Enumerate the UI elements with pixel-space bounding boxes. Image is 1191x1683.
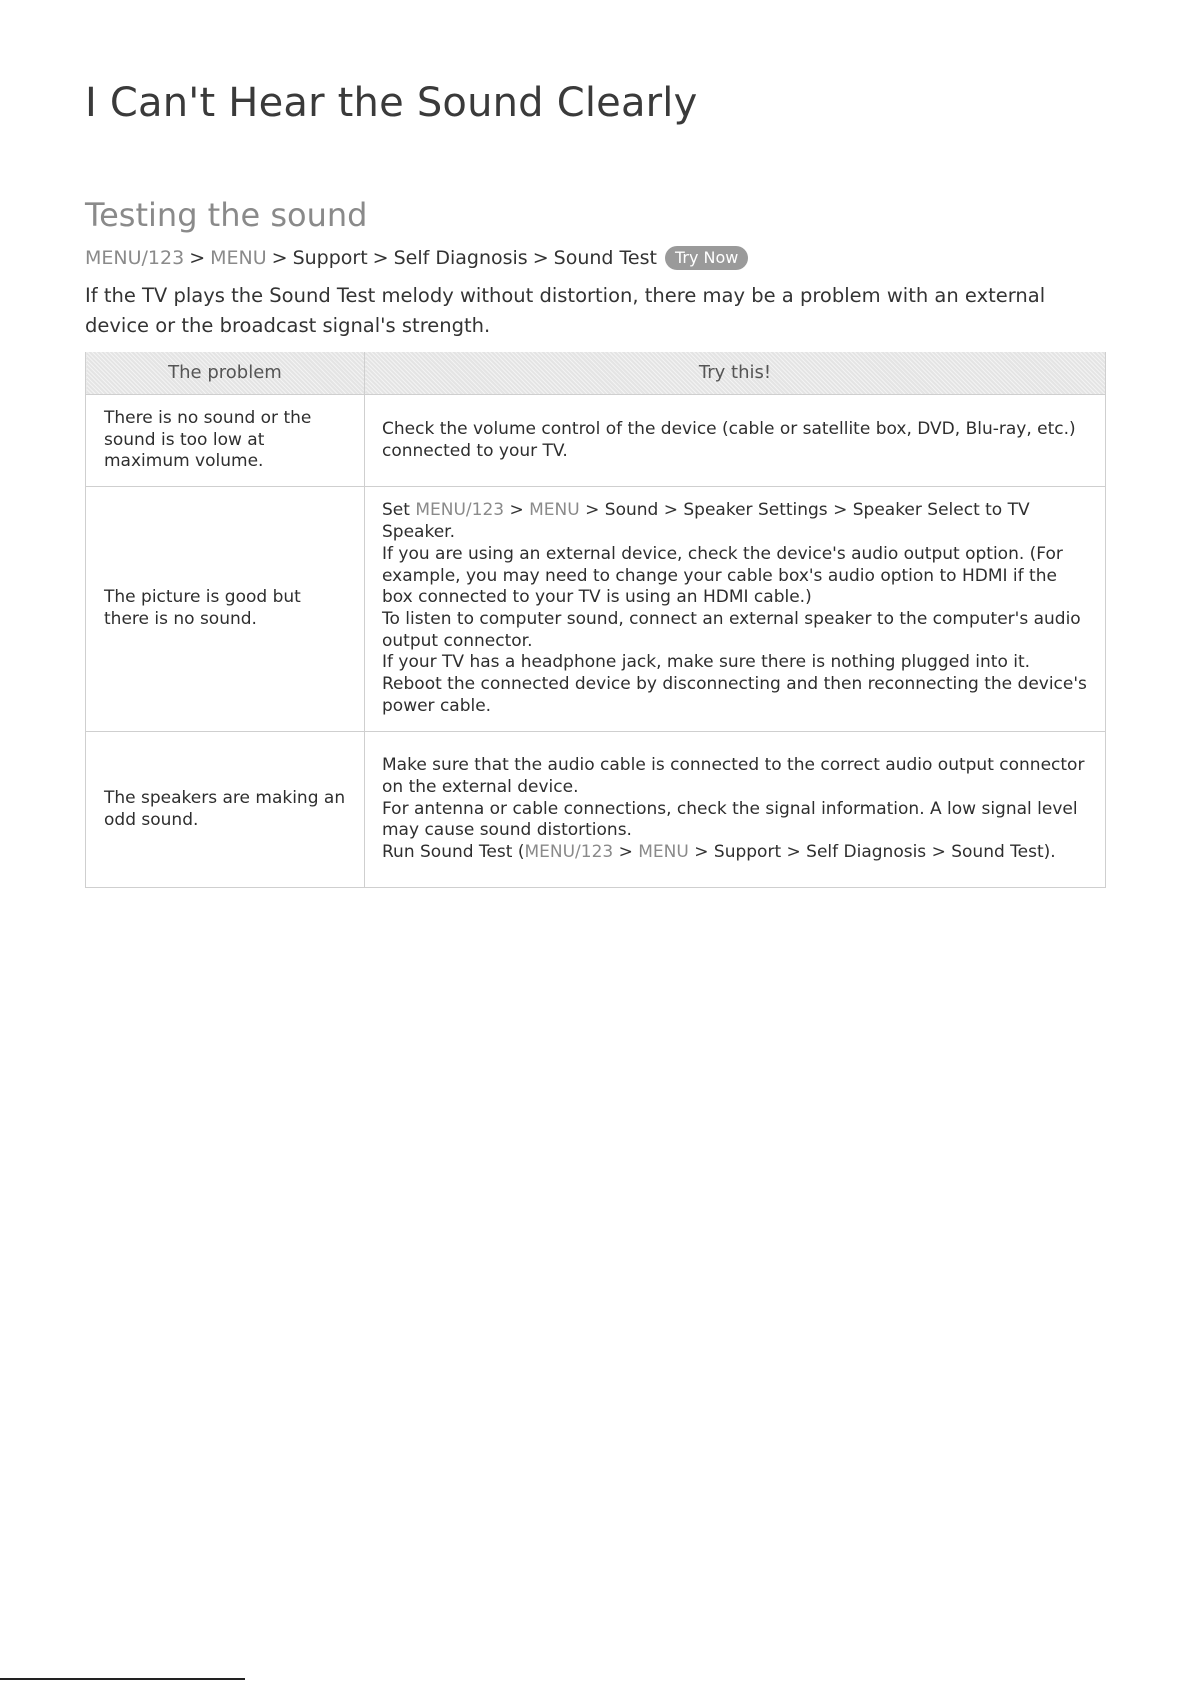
menu-path-item: MENU <box>638 842 689 863</box>
page-title: I Can't Hear the Sound Clearly <box>85 80 698 126</box>
menu-path-item: Speaker Select <box>852 500 980 521</box>
breadcrumb-item-sound-test[interactable]: Sound Test <box>553 247 657 269</box>
path-separator: > <box>585 500 600 521</box>
table-row <box>86 487 1106 732</box>
problem-cell: The picture is good but there is no sound. <box>86 487 365 732</box>
run-prefix: Run Sound Test ( <box>382 842 525 863</box>
section-title: Testing the sound <box>85 196 368 234</box>
path-separator: > <box>833 500 848 521</box>
path-separator: > <box>931 842 946 863</box>
run-suffix: ). <box>1043 842 1056 863</box>
try-now-button[interactable]: Try Now <box>665 246 748 270</box>
solution-cell <box>365 395 1106 487</box>
path-separator: > <box>786 842 801 863</box>
footer-divider <box>0 1678 245 1680</box>
menu-path-item: Sound <box>604 500 659 521</box>
solution-cell <box>365 487 1106 732</box>
menu-path-item: Sound Test <box>951 842 1044 863</box>
solution-text: Make sure that the audio cable is connected to the correct audio output connector on the external device. <box>382 755 1085 797</box>
header-problem: The problem <box>86 352 365 395</box>
solution-text: Reboot the connected device by disconnecting and then reconnecting the device's power cable. <box>382 674 1087 716</box>
breadcrumb-item-support[interactable]: Support <box>292 247 368 269</box>
menu-path-item: MENU/123 <box>415 500 505 521</box>
path-separator: > <box>663 500 678 521</box>
solution-cell <box>365 732 1106 888</box>
table-header-row <box>86 352 1106 395</box>
problem-cell: There is no sound or the sound is too low at maximum volume. <box>86 395 365 487</box>
solution-text: If your TV has a headphone jack, make sure there is nothing plugged into it. <box>382 652 1031 673</box>
set-suffix: to TV Speaker. <box>382 500 1030 543</box>
breadcrumb <box>85 246 748 270</box>
breadcrumb-item-self-diagnosis[interactable]: Self Diagnosis <box>393 247 528 269</box>
solution-text <box>382 842 1093 864</box>
breadcrumb-separator: > <box>271 247 288 269</box>
header-try-this: Try this! <box>365 352 1106 395</box>
breadcrumb-separator: > <box>532 247 549 269</box>
breadcrumb-item-menu123[interactable]: MENU/123 <box>85 247 185 269</box>
path-separator: > <box>694 842 709 863</box>
breadcrumb-separator: > <box>189 247 206 269</box>
table-row <box>86 732 1106 888</box>
breadcrumb-item-menu[interactable]: MENU <box>210 247 267 269</box>
intro-text: If the TV plays the Sound Test melody without distortion, there may be a problem with an external device or the broadcast signal's strength. <box>85 284 1046 337</box>
solution-text: If you are using an external device, check the device's audio output option. (For example, you may need to change your cable box's audio option to HDMI if the box connected to your TV is using an HDMI cable.) <box>382 543 1063 608</box>
set-prefix: Set <box>382 500 410 521</box>
path-separator: > <box>618 842 633 863</box>
table-row <box>86 395 1106 487</box>
breadcrumb-separator: > <box>372 247 389 269</box>
menu-path-item: Speaker Settings <box>683 500 828 521</box>
path-separator: > <box>509 500 524 521</box>
troubleshooting-table <box>85 352 1106 888</box>
solution-text: For antenna or cable connections, check the signal information. A low signal level may cause sound distortions. <box>382 798 1078 841</box>
menu-path-item: Self Diagnosis <box>806 842 927 863</box>
menu-path-item: MENU <box>529 500 580 521</box>
problem-cell: The speakers are making an odd sound. <box>86 732 365 888</box>
solution-text <box>382 500 1093 543</box>
solution-text: Check the volume control of the device (cable or satellite box, DVD, Blu-ray, etc.) connected to your TV. <box>382 418 1076 461</box>
menu-path-item: MENU/123 <box>524 842 614 863</box>
solution-text: To listen to computer sound, connect an external speaker to the computer's audio output connector. <box>382 609 1081 651</box>
menu-path-item: Support <box>713 842 782 863</box>
